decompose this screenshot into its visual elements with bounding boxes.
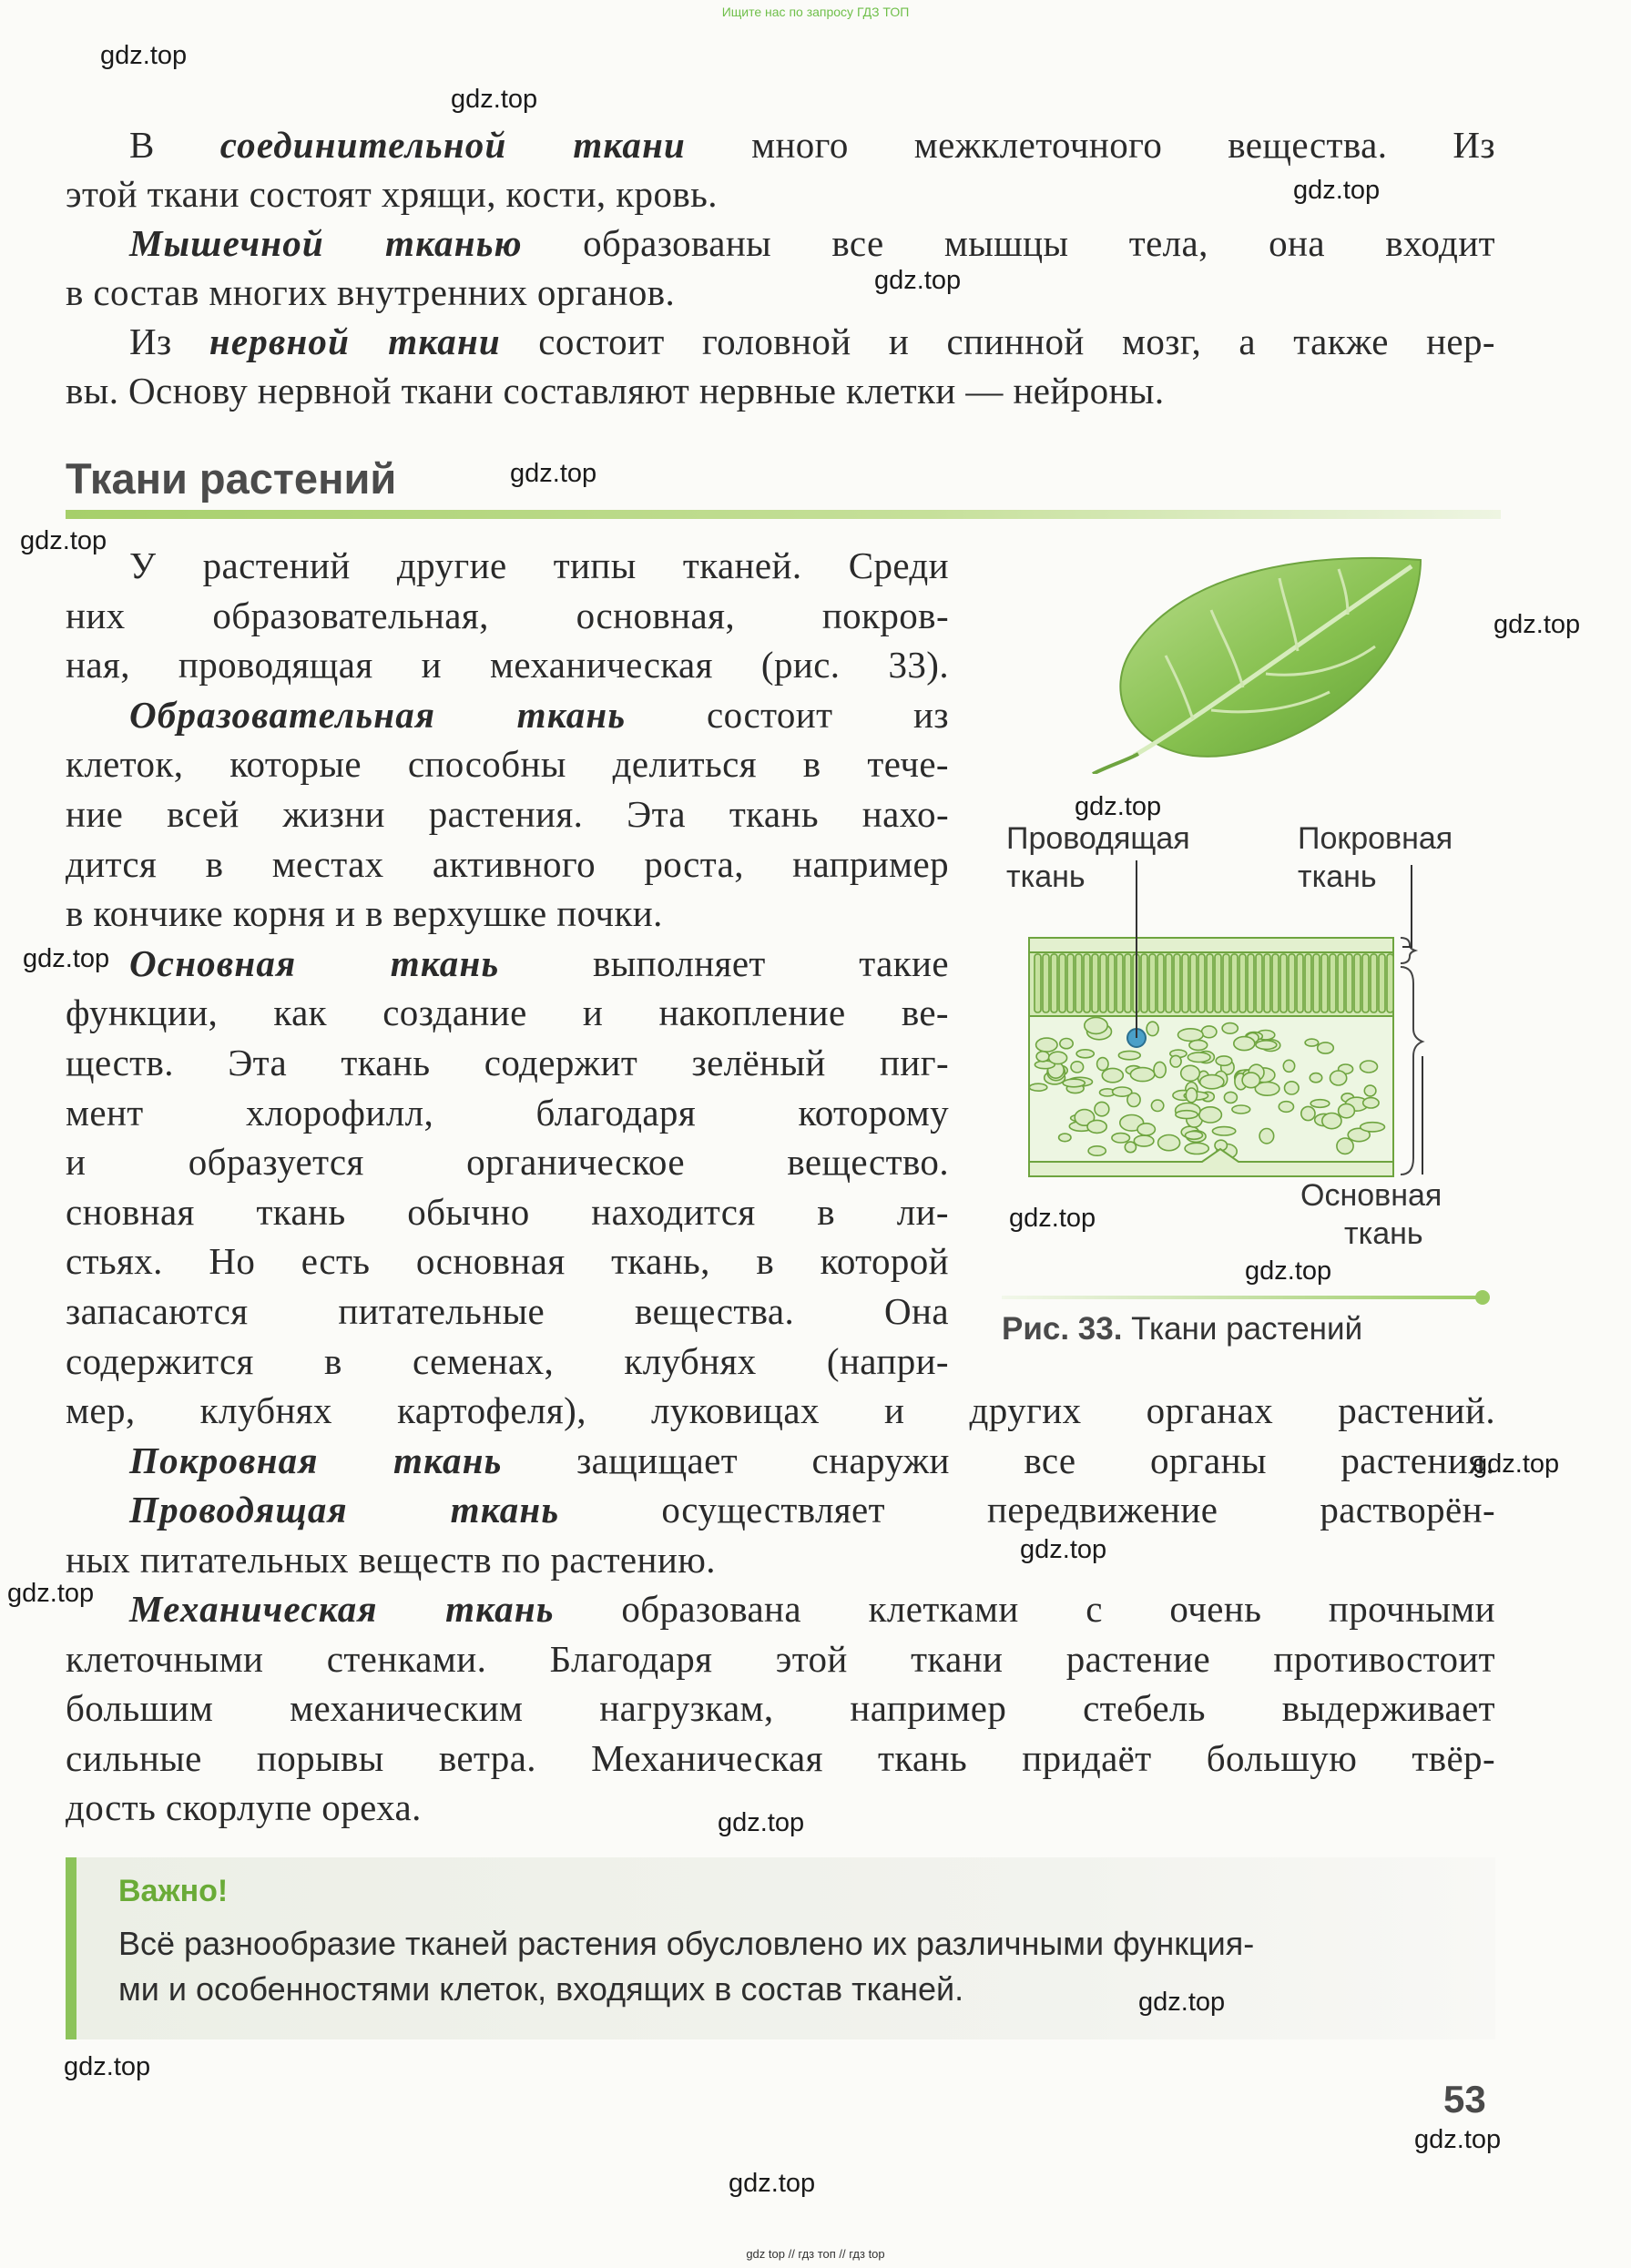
watermark: gdz.top bbox=[1075, 792, 1162, 821]
important-text bbox=[118, 1921, 1484, 2012]
text-line bbox=[66, 1287, 949, 1336]
text-line bbox=[66, 839, 949, 889]
important-box-accent bbox=[66, 1857, 76, 2039]
text-run: ществ. Эта ткань содержит зелёный пиг- bbox=[66, 1042, 949, 1083]
text-line bbox=[66, 889, 663, 938]
text-line bbox=[129, 1436, 1495, 1485]
text-run: много межклеточного вещества. Из bbox=[686, 124, 1495, 166]
text-line bbox=[66, 640, 949, 689]
text-run: мер, клубнях картофеля), луковицах и других органах растений. bbox=[66, 1389, 1495, 1431]
text-run: и образуется органическое вещество. bbox=[66, 1141, 949, 1184]
watermark: gdz.top bbox=[1293, 176, 1381, 205]
text-line bbox=[66, 1236, 949, 1286]
page-number: 53 bbox=[1443, 2078, 1486, 2121]
text-run: сильные порывы ветра. Механическая ткань придаёт большую твёр- bbox=[66, 1736, 1495, 1779]
text-run: дость скорлупе ореха. bbox=[66, 1786, 422, 1828]
text-line bbox=[66, 1535, 716, 1584]
section-heading-underline bbox=[66, 510, 1501, 519]
text-line bbox=[66, 1386, 1495, 1435]
text-line bbox=[66, 169, 718, 219]
text-run: состоит головной и спинной мозг, а также нер- bbox=[500, 320, 1495, 362]
figure-caption-number: Рис. 33. bbox=[1002, 1311, 1123, 1347]
figure-caption bbox=[1002, 1311, 1362, 1348]
watermark: gdz.top bbox=[510, 459, 597, 488]
text-run: Из bbox=[129, 320, 209, 362]
term-highlight: Покровная ткань bbox=[129, 1439, 503, 1481]
important-line-1: Всё разнообразие тканей растения обусловлено их различными функция- bbox=[118, 1925, 1255, 1962]
text-line bbox=[129, 939, 949, 988]
watermark: gdz.top bbox=[1009, 1204, 1096, 1233]
label-covering-line2: ткань bbox=[1298, 859, 1377, 894]
text-run: них образовательная, основная, покров- bbox=[66, 594, 949, 636]
text-run: запасаются питательные вещества. Она bbox=[66, 1290, 949, 1332]
label-basic-line1: Основная bbox=[1300, 1178, 1442, 1213]
text-line bbox=[66, 1634, 1495, 1683]
text-run: содержится в семенах, клубнях (напри- bbox=[66, 1339, 949, 1382]
term-highlight: Образовательная ткань bbox=[129, 693, 627, 736]
watermark: gdz.top bbox=[100, 41, 188, 70]
term-highlight: соединительной ткани bbox=[219, 124, 687, 166]
text-run: этой ткани состоят хрящи, кости, кровь. bbox=[66, 173, 718, 215]
watermark: gdz.top bbox=[1493, 610, 1581, 639]
text-line bbox=[66, 789, 949, 839]
text-line bbox=[66, 1038, 949, 1087]
term-highlight: Основная ткань bbox=[129, 941, 500, 984]
text-line bbox=[66, 1187, 949, 1236]
label-conducting-tissue bbox=[1006, 819, 1190, 896]
watermark: gdz.top bbox=[729, 2169, 816, 2198]
text-line bbox=[66, 1783, 422, 1832]
text-line bbox=[66, 366, 1164, 415]
footer-note: gdz top // гдз топ // гдз top bbox=[746, 2247, 885, 2261]
text-run: мент хлорофилл, благодаря которому bbox=[66, 1091, 949, 1134]
text-line bbox=[66, 739, 949, 788]
text-run: образованы все мышцы тела, она входит bbox=[522, 222, 1495, 264]
text-line bbox=[129, 120, 1495, 169]
text-line bbox=[129, 690, 949, 739]
text-line bbox=[129, 541, 949, 590]
important-box bbox=[66, 1857, 1495, 2039]
text-run: функции, как создание и накопление ве- bbox=[66, 992, 949, 1034]
text-run: ние всей жизни растения. Эта ткань нахо- bbox=[66, 793, 949, 835]
figure-leader-lines bbox=[1002, 856, 1475, 1202]
watermark: gdz.top bbox=[1414, 2125, 1502, 2154]
caption-divider-dot bbox=[1475, 1290, 1490, 1305]
text-line bbox=[129, 1485, 1495, 1534]
text-run: образована клетками с очень прочными bbox=[554, 1588, 1495, 1630]
text-line bbox=[66, 1683, 1495, 1733]
term-highlight: Мышечной тканью bbox=[129, 222, 523, 264]
text-run: в кончике корня и в верхушке почки. bbox=[66, 892, 663, 935]
caption-divider bbox=[1002, 1296, 1484, 1299]
text-line bbox=[66, 1734, 1495, 1783]
text-run: вы. Основу нервной ткани составляют нервные клетки — нейроны. bbox=[66, 370, 1165, 412]
watermark: gdz.top bbox=[1138, 1988, 1226, 2017]
text-line bbox=[129, 1584, 1495, 1633]
text-line bbox=[129, 317, 1495, 366]
important-line-2: ми и особенностями клеток, входящих в состав тканей. bbox=[118, 1970, 964, 2008]
text-line bbox=[66, 988, 949, 1037]
watermark: gdz.top bbox=[20, 526, 107, 555]
text-run: клеток, которые способны делиться в тече- bbox=[66, 743, 949, 786]
label-conducting-line2: ткань bbox=[1006, 859, 1086, 894]
text-run: большим механическим нагрузкам, например стебель выдерживает bbox=[66, 1687, 1495, 1729]
text-line bbox=[129, 219, 1495, 268]
text-run: сновная ткань обычно находится в ли- bbox=[66, 1190, 949, 1233]
watermark: gdz.top bbox=[64, 2052, 151, 2081]
text-run: ных питательных веществ по растению. bbox=[66, 1538, 716, 1581]
term-highlight: Механическая ткань bbox=[129, 1588, 555, 1630]
watermark: gdz.top bbox=[23, 944, 110, 973]
label-basic-line2: ткань bbox=[1344, 1216, 1423, 1251]
label-conducting-line1: Проводящая bbox=[1006, 821, 1190, 856]
term-highlight: Проводящая ткань bbox=[129, 1489, 560, 1531]
watermark: gdz.top bbox=[7, 1579, 95, 1608]
text-run: осуществляет передвижение растворён- bbox=[559, 1489, 1495, 1531]
top-search-note: Ищите нас по запросу ГДЗ ТОП bbox=[721, 5, 910, 19]
text-run: клеточными стенками. Благодаря этой ткани растение противостоит bbox=[66, 1637, 1495, 1680]
text-line bbox=[66, 1337, 949, 1386]
text-run: состоит из bbox=[626, 693, 949, 736]
text-run: ная, проводящая и механическая (рис. 33). bbox=[66, 644, 949, 687]
figure-caption-text: Ткани растений bbox=[1122, 1311, 1363, 1347]
watermark: gdz.top bbox=[1245, 1256, 1332, 1286]
text-line bbox=[66, 591, 949, 640]
label-basic-tissue bbox=[1300, 1176, 1442, 1253]
label-covering-tissue bbox=[1298, 819, 1453, 896]
watermark: gdz.top bbox=[1473, 1449, 1560, 1479]
term-highlight: нервной ткани bbox=[209, 320, 501, 362]
text-run: защищает снаружи все органы растения. bbox=[502, 1439, 1495, 1481]
section-heading: Ткани растений bbox=[66, 454, 397, 503]
text-run: В bbox=[129, 124, 220, 166]
watermark: gdz.top bbox=[451, 85, 538, 114]
watermark: gdz.top bbox=[874, 266, 962, 295]
text-run: дится в местах активного роста, например bbox=[66, 842, 949, 885]
important-title: Важно! bbox=[118, 1874, 229, 1908]
text-run: стьях. Но есть основная ткань, в которой bbox=[66, 1240, 949, 1283]
text-line bbox=[66, 1088, 949, 1137]
text-line bbox=[66, 1137, 949, 1186]
text-run: У растений другие типы тканей. Среди bbox=[129, 544, 949, 586]
text-run: выполняет такие bbox=[499, 941, 949, 984]
watermark: gdz.top bbox=[1020, 1535, 1107, 1564]
label-covering-line1: Покровная bbox=[1298, 821, 1453, 856]
watermark: gdz.top bbox=[718, 1808, 805, 1837]
text-run: в состав многих внутренних органов. bbox=[66, 271, 676, 313]
leaf-illustration bbox=[1075, 546, 1439, 774]
text-line bbox=[66, 268, 675, 317]
